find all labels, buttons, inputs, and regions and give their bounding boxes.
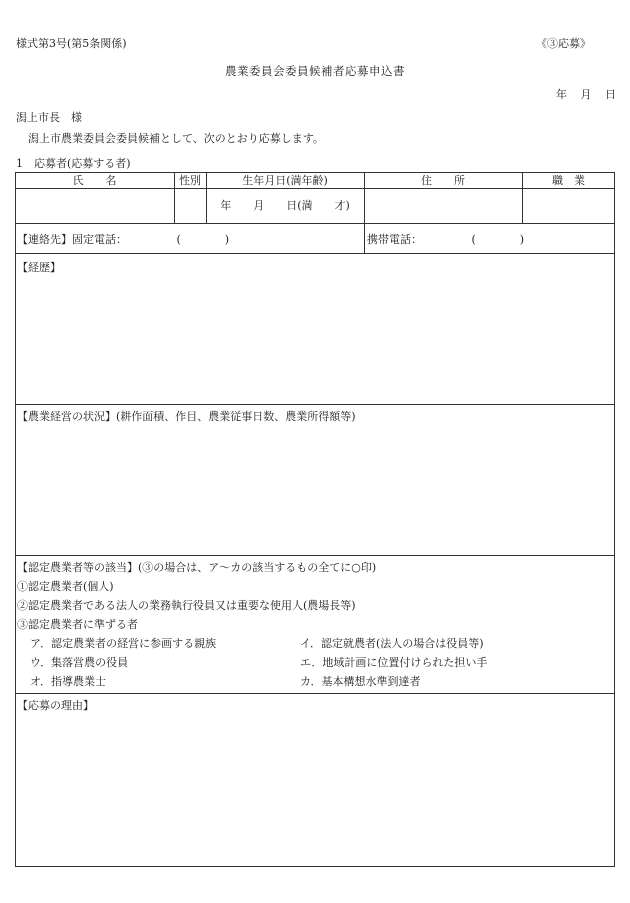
page-title: 農業委員会委員候補者応募申込書 [225,64,405,78]
header-address: 住 所 [421,173,465,187]
farm-status-label: 【農業経営の状況】(耕作面積、作目、農業従事日数、農業所得額等) [17,410,356,423]
birthdate-field[interactable]: 年 月 日(満 才) [220,199,350,212]
header-occupation: 職 業 [552,173,585,187]
sub-option-a[interactable]: ア．認定農業者の経営に参画する親族 [30,637,217,650]
form-tag: 《③応募》 [536,37,591,50]
rule-applicant [15,223,615,224]
reason-label: 【応募の理由】 [17,699,94,712]
rule-cert [15,693,615,694]
mobile-field[interactable]: 携帯電話： ( ) [367,233,525,246]
name-field[interactable] [16,189,173,222]
career-label: 【経歴】 [17,261,61,274]
sub-option-e[interactable]: エ．地域計画に位置付けられた担い手 [300,656,488,669]
sub-option-i[interactable]: イ．認定就農者(法人の場合は役員等) [300,637,484,650]
rule-career [15,404,615,405]
cert-option-2[interactable]: ②認定農業者である法人の業務執行役員又は重要な使用人(農場長等) [17,599,356,612]
reason-field[interactable] [16,714,614,864]
form-number: 様式第3号(第5条関係) [16,37,127,50]
date-line[interactable]: 年 月 日 [556,88,616,101]
sub-option-o[interactable]: オ．指導農業士 [30,675,107,688]
sub-option-u[interactable]: ウ．集落営農の役員 [30,656,129,669]
address-field[interactable] [365,189,521,222]
sub-option-ka[interactable]: カ．基本構想水準到達者 [300,675,421,688]
rule-contact [15,253,615,254]
cert-option-3[interactable]: ③認定農業者に準ずる者 [17,618,138,631]
career-field[interactable] [16,276,614,402]
certified-label: 【認定農業者等の該当】(③の場合は、ア～カの該当するもの全てに○印) [17,561,377,574]
addressee: 潟上市長 様 [16,111,82,124]
gender-field[interactable] [175,189,205,222]
header-name: 氏 名 [72,173,117,187]
landline-field[interactable]: 【連絡先】固定電話： ( ) [17,233,230,246]
header-birthdate: 生年月日(満年齢) [242,173,328,187]
farm-status-field[interactable] [16,425,614,553]
header-gender: 性別 [179,173,201,187]
cert-option-1[interactable]: ①認定農業者(個人) [17,580,114,593]
intro-text: 潟上市農業委員会委員候補として、次のとおり応募します。 [28,132,324,145]
section-label: 1 応募者(応募する者) [16,157,131,170]
occupation-field[interactable] [523,189,614,222]
rule-farm [15,555,615,556]
